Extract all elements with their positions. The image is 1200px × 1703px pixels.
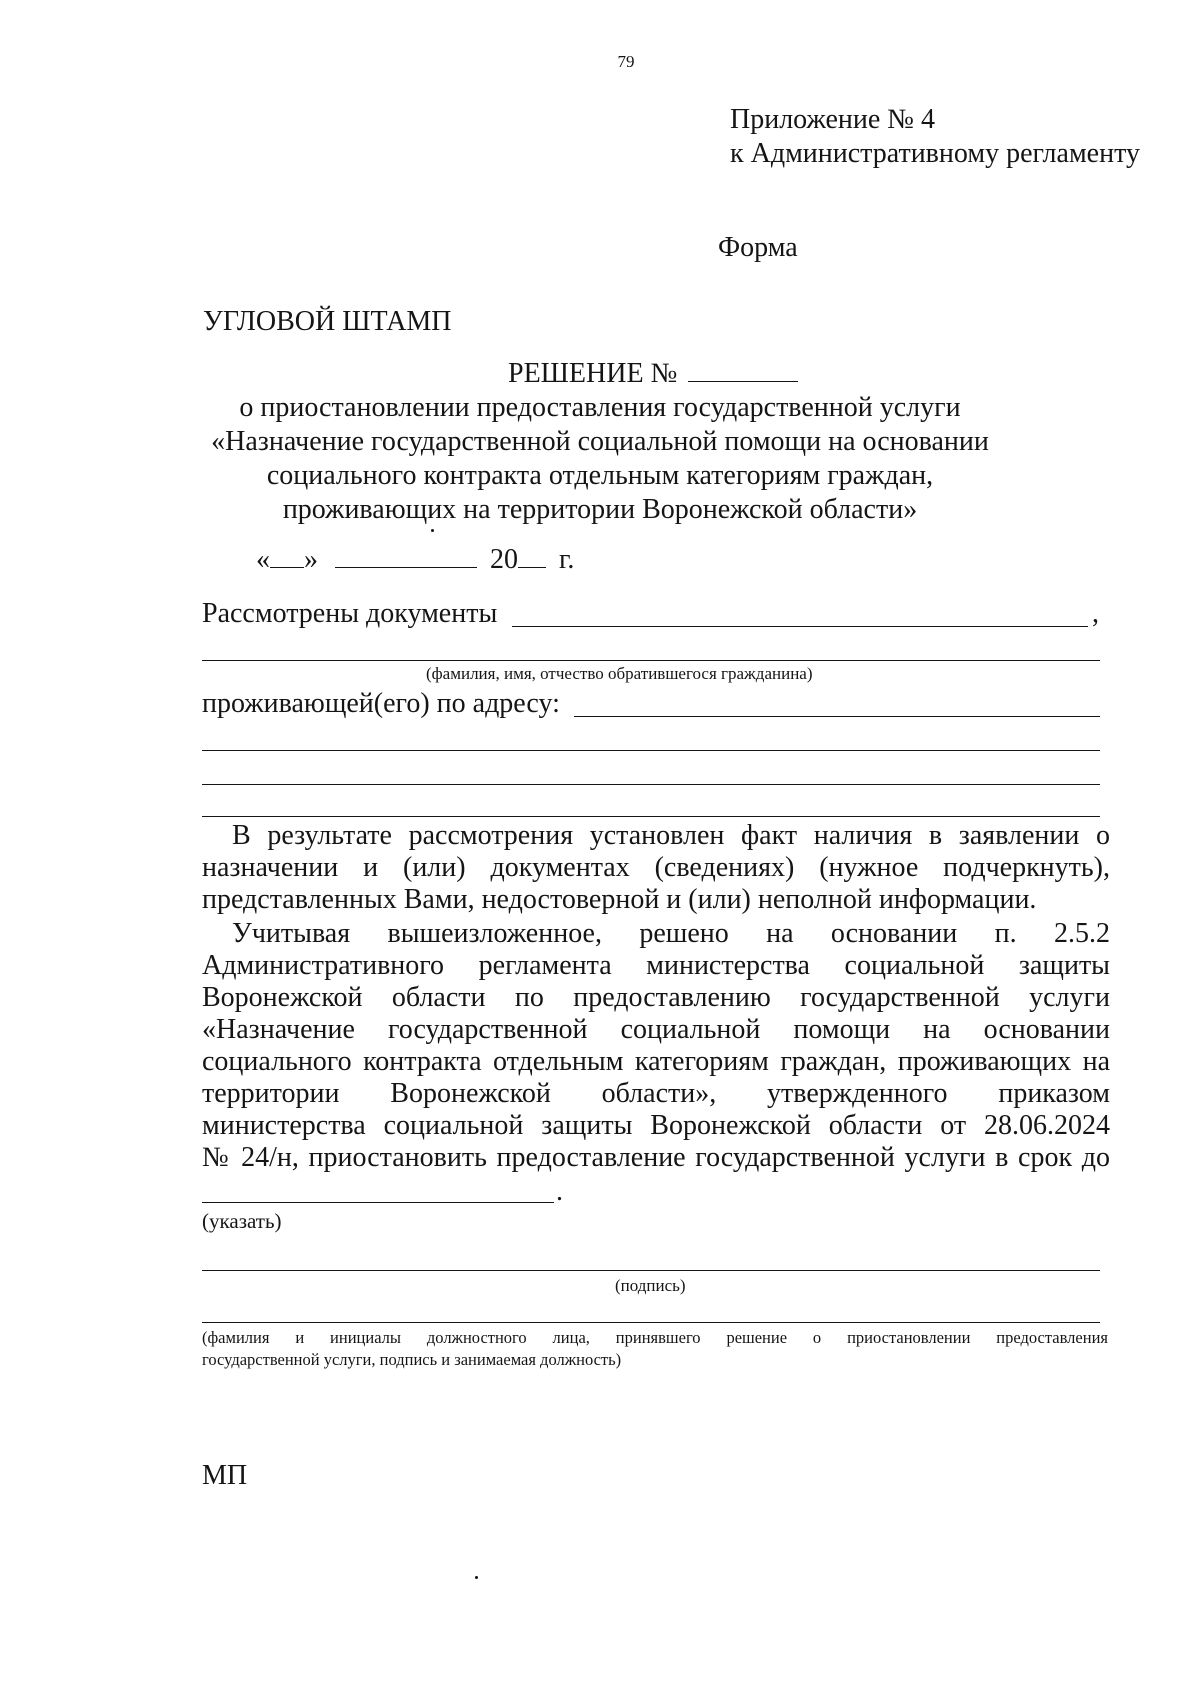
reviewed-label: Рассмотрены документы <box>202 598 498 629</box>
date-line <box>256 544 574 576</box>
title-line-4: проживающих на территории Воронежской области» <box>282 494 918 525</box>
decision-heading <box>508 358 798 390</box>
decision-text-line-8: № 24/н, приостановить предоставление государственной услуги в срок до <box>202 1142 1110 1173</box>
address-field[interactable] <box>574 716 1100 717</box>
form-label: Форма <box>718 232 798 263</box>
finding-line-2: назначении и (или) документах (сведениях) (нужное подчеркнуть), <box>202 852 1110 883</box>
address-field-line-2[interactable] <box>202 750 1100 751</box>
speck-mark <box>431 529 434 532</box>
signature-field[interactable] <box>202 1270 1100 1271</box>
date-year-field[interactable] <box>518 545 546 568</box>
title-line-3: социального контракта отдельным категориям граждан, <box>266 460 934 491</box>
decision-text-line-2: Административного регламента министерства социальной защиты <box>202 950 1110 981</box>
official-caption-line-1: (фамилия и инициалы должностного лица, принявшего решение о приостановлении предоставления <box>202 1328 1108 1347</box>
reviewed-comma: , <box>1092 598 1099 629</box>
date-month-field[interactable] <box>335 545 477 568</box>
applicant-name-caption: (фамилия, имя, отчество обратившегося гражданина) <box>426 664 813 683</box>
deadline-period: . <box>556 1176 563 1207</box>
decision-text-line-7: министерства социальной защиты Воронежской области от 28.06.2024 <box>202 1110 1110 1141</box>
applicant-name-field[interactable] <box>202 660 1100 661</box>
reviewed-field[interactable] <box>512 626 1088 627</box>
decision-text-line-6: территории Воронежской области», утвержденного приказом <box>202 1078 1110 1109</box>
date-year-suffix: г. <box>559 544 575 575</box>
finding-line-3: представленных Вами, недостоверной и (или) неполной информации. <box>202 884 1037 915</box>
title-line-1: о приостановлении предоставления государственной услуги <box>239 392 961 423</box>
page-number: 79 <box>617 52 635 71</box>
seal-mark: МП <box>202 1460 248 1491</box>
speck-mark-bottom <box>475 1576 478 1579</box>
date-day-field[interactable] <box>270 545 304 568</box>
official-caption-line-2: государственной услуги, подпись и занимаемая должность) <box>202 1350 622 1369</box>
date-close-quote: » <box>304 544 318 575</box>
corner-stamp-label: УГЛОВОЙ ШТАМП <box>203 306 452 337</box>
address-field-line-4[interactable] <box>202 816 1100 817</box>
address-field-line-3[interactable] <box>202 784 1100 785</box>
official-field[interactable] <box>202 1322 1100 1323</box>
address-label: проживающей(его) по адресу: <box>202 688 560 719</box>
decision-text-line-3: Воронежской области по предоставлению государственной услуги <box>202 982 1110 1013</box>
signature-caption: (подпись) <box>615 1276 686 1295</box>
deadline-caption: (указать) <box>202 1209 282 1233</box>
date-year-prefix: 20 <box>490 544 518 575</box>
appendix-number: Приложение № 4 <box>730 104 935 135</box>
decision-number-field[interactable] <box>688 359 798 382</box>
appendix-regulation: к Административному регламенту <box>730 138 1140 169</box>
deadline-field[interactable] <box>202 1202 554 1203</box>
decision-text-line-5: социального контракта отдельным категориям граждан, проживающих на <box>202 1046 1110 1077</box>
decision-text-line-4: «Назначение государственной социальной помощи на основании <box>202 1014 1110 1045</box>
finding-line-1: В результате рассмотрения установлен факт наличия в заявлении о <box>232 820 1110 851</box>
title-line-2: «Назначение государственной социальной помощи на основании <box>211 426 989 457</box>
decision-label: РЕШЕНИЕ № <box>508 358 678 389</box>
decision-text-line-1: Учитывая вышеизложенное, решено на основании п. 2.5.2 <box>232 918 1110 949</box>
date-open-quote: « <box>256 544 270 575</box>
